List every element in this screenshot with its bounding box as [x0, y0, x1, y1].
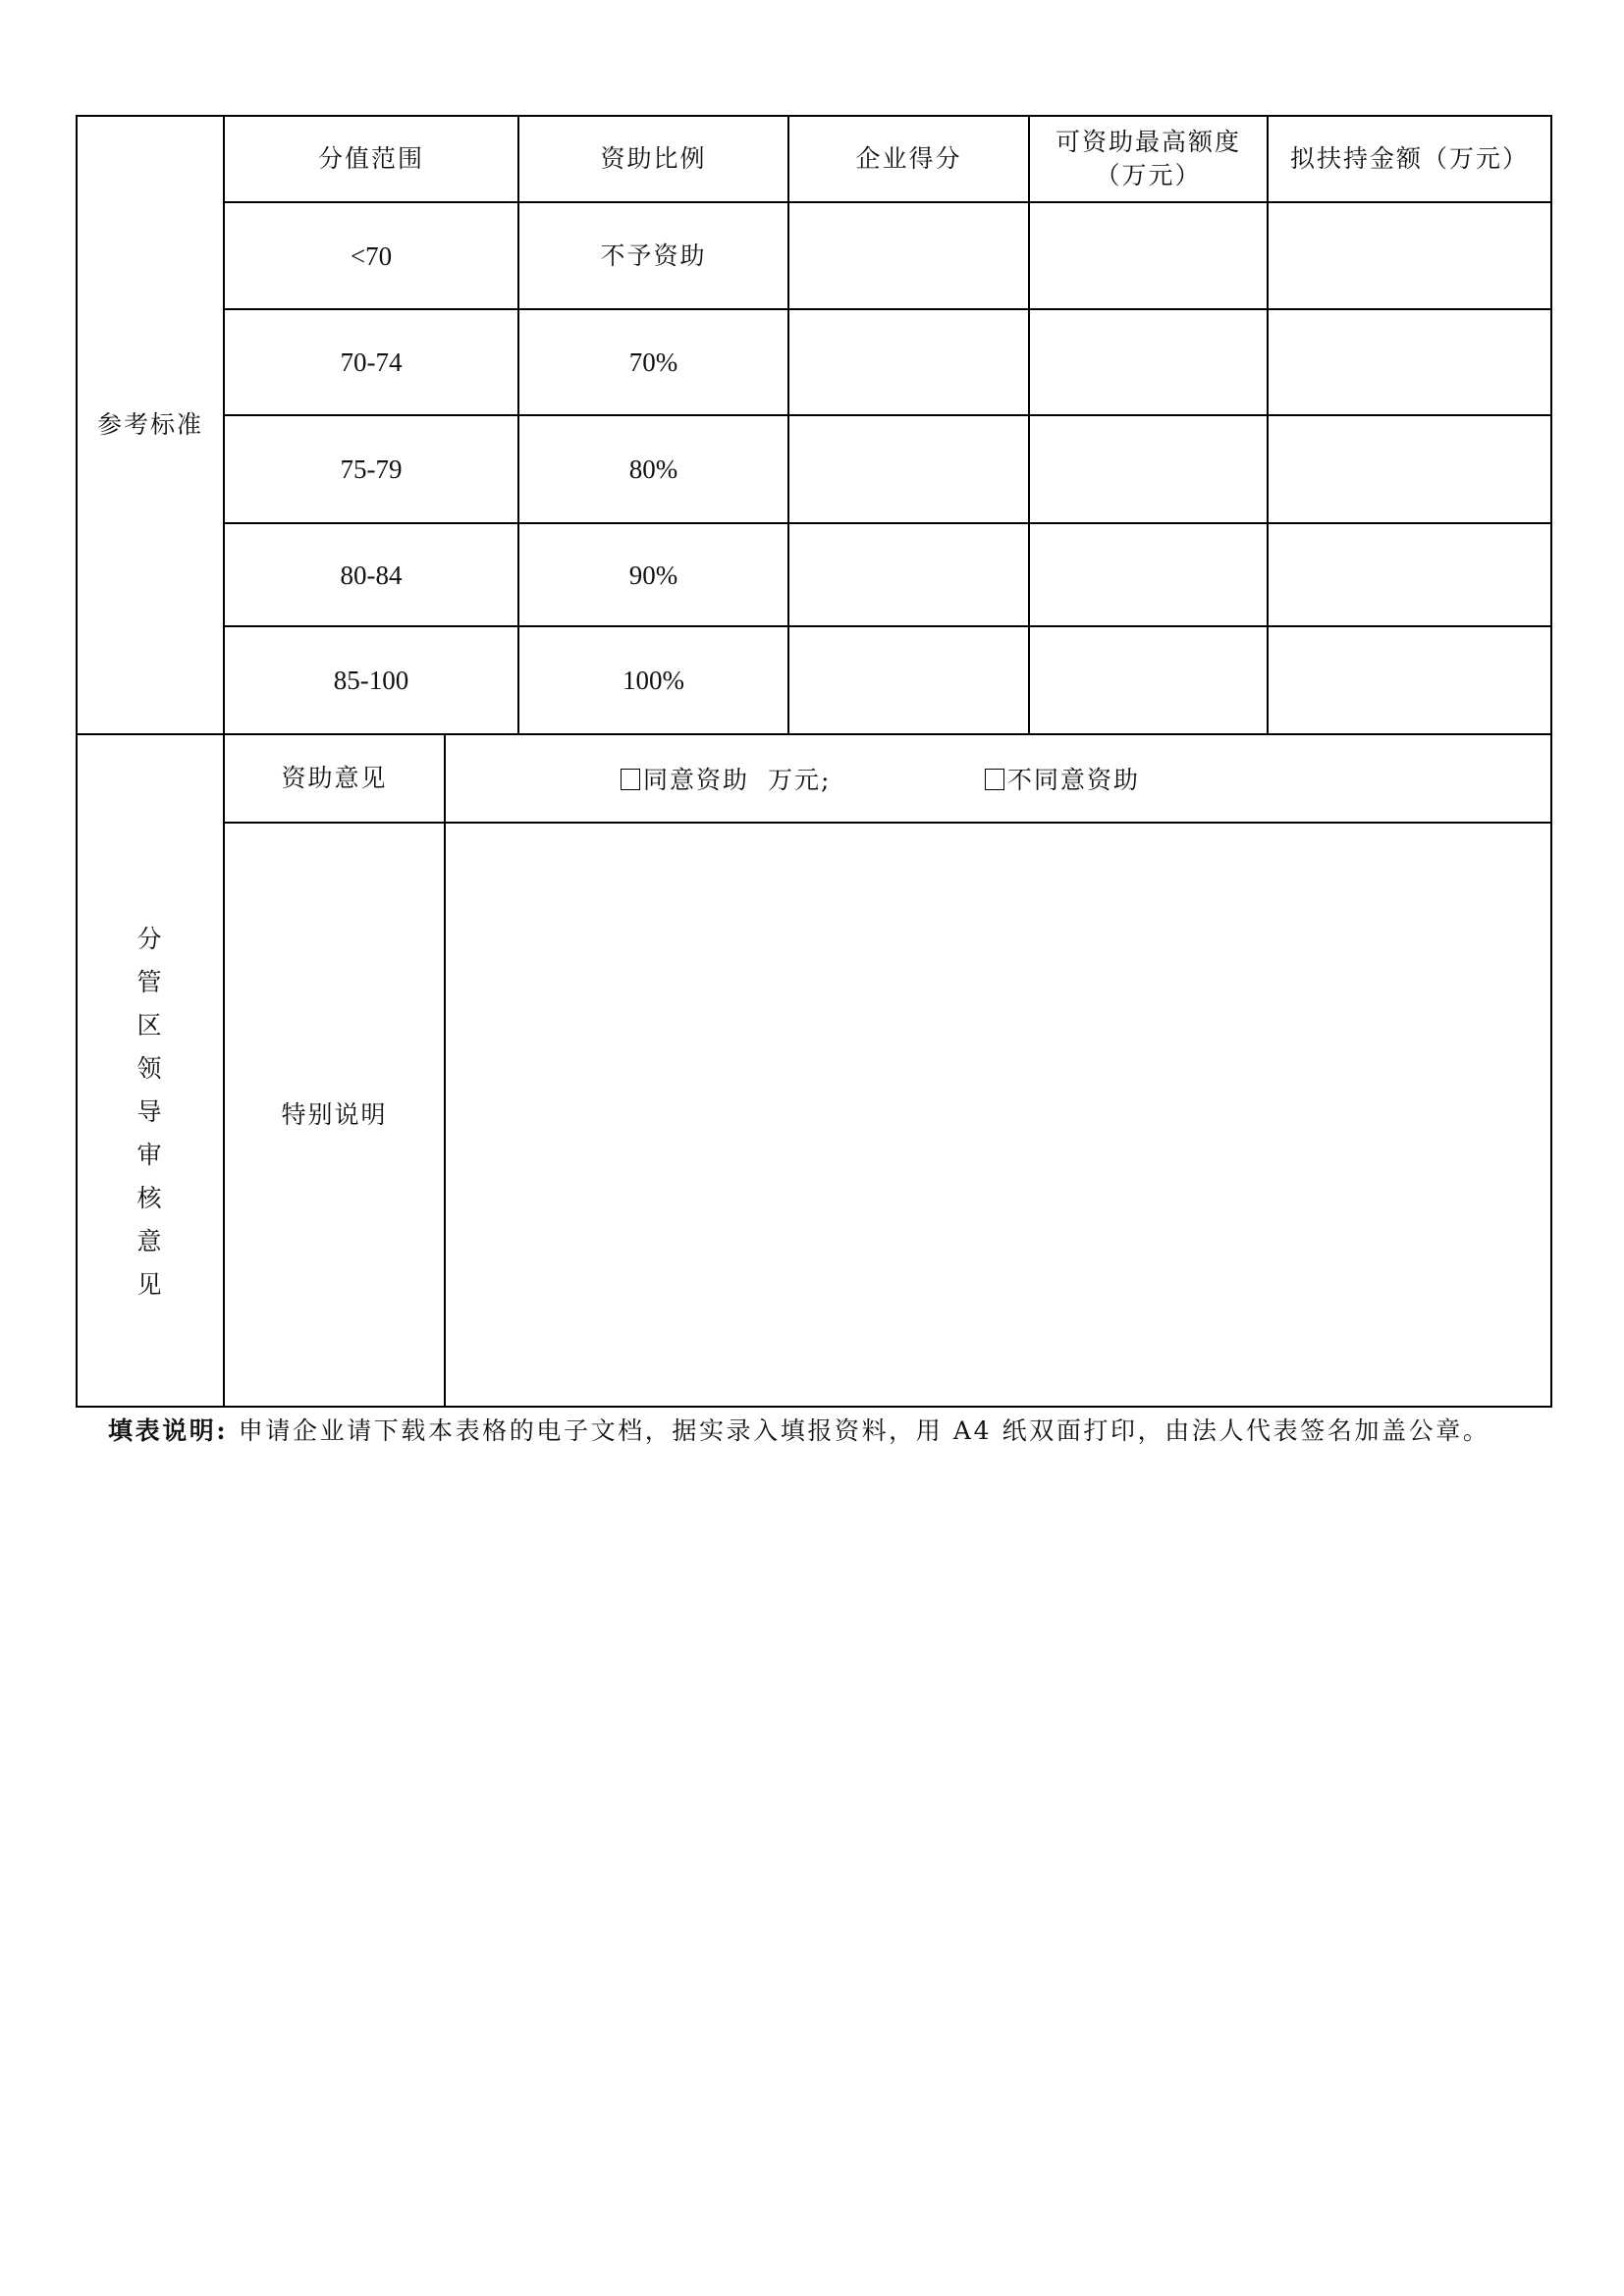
row-max-input[interactable]: [1030, 627, 1267, 733]
row-score-input[interactable]: [789, 203, 1028, 308]
fill-instructions-text: 申请企业请下载本表格的电子文档，据实录入填报资料，用 A4 纸双面打印，由法人代表签名加盖公章。: [238, 1416, 1490, 1445]
table-border-bottom: [77, 1406, 1552, 1408]
header-company-score: 企业得分: [855, 144, 962, 173]
funding-opinion-label: 资助意见: [281, 764, 388, 792]
funding-amount-unit: 万元;: [768, 766, 832, 794]
vertical-label-char: 审: [136, 1140, 164, 1169]
vertical-label-char: 意: [136, 1226, 164, 1255]
reference-standard-label: 参考标准: [96, 410, 203, 439]
row-amount-input[interactable]: [1269, 310, 1550, 414]
row-amount-input[interactable]: [1269, 627, 1550, 733]
vertical-label-char: 见: [136, 1269, 164, 1299]
vertical-label-char: 管: [136, 967, 164, 996]
row-range: 85-100: [333, 666, 409, 695]
row-score-input[interactable]: [789, 627, 1028, 733]
row-range: 70-74: [340, 347, 403, 377]
row-range: <70: [350, 240, 393, 271]
special-note-label: 特别说明: [281, 1099, 388, 1129]
special-note-input[interactable]: [446, 824, 1550, 1406]
disagree-funding-option[interactable]: [985, 764, 1140, 797]
header-max-funding-line2: （万元）: [1095, 161, 1202, 189]
row-range: 75-79: [340, 454, 403, 484]
row-max-input[interactable]: [1030, 203, 1267, 308]
vertical-label-char: 核: [136, 1183, 164, 1212]
row-ratio: 70%: [628, 347, 678, 377]
disagree-checkbox[interactable]: [985, 769, 1004, 790]
row-amount-input[interactable]: [1269, 203, 1550, 308]
agree-checkbox[interactable]: [621, 769, 640, 790]
row-amount-input[interactable]: [1269, 524, 1550, 625]
row-ratio: 100%: [623, 666, 684, 695]
header-max-funding: [1030, 117, 1267, 201]
disagree-label: 不同意资助: [1007, 766, 1141, 794]
row-ratio: 80%: [628, 454, 678, 484]
row-ratio: 不予资助: [600, 240, 707, 270]
vertical-label-char: 领: [136, 1053, 164, 1083]
header-funding-ratio: 资助比例: [600, 144, 707, 173]
vertical-label-char: 分: [136, 924, 164, 953]
agree-funding-option[interactable]: [621, 764, 749, 797]
row-range: 80-84: [340, 560, 403, 590]
vertical-label-char: 区: [136, 1010, 164, 1040]
header-proposed-amount: 拟扶持金额（万元）: [1289, 144, 1529, 173]
table-border-right: [1550, 115, 1552, 1408]
row-ratio: 90%: [628, 560, 678, 590]
header-max-funding-line1: 可资助最高额度: [1055, 128, 1241, 156]
row-max-input[interactable]: [1030, 416, 1267, 522]
district-leader-review-label: [78, 735, 223, 1406]
row-score-input[interactable]: [789, 524, 1028, 625]
row-score-input[interactable]: [789, 416, 1028, 522]
row-max-input[interactable]: [1030, 524, 1267, 625]
row-score-input[interactable]: [789, 310, 1028, 414]
header-score-range: 分值范围: [317, 144, 424, 173]
fill-instructions-title: 填表说明:: [108, 1416, 229, 1445]
row-max-input[interactable]: [1030, 310, 1267, 414]
vertical-label-char: 导: [136, 1096, 164, 1126]
row-amount-input[interactable]: [1269, 416, 1550, 522]
agree-label: 同意资助: [643, 766, 750, 794]
fill-instructions: [108, 1414, 1489, 1449]
